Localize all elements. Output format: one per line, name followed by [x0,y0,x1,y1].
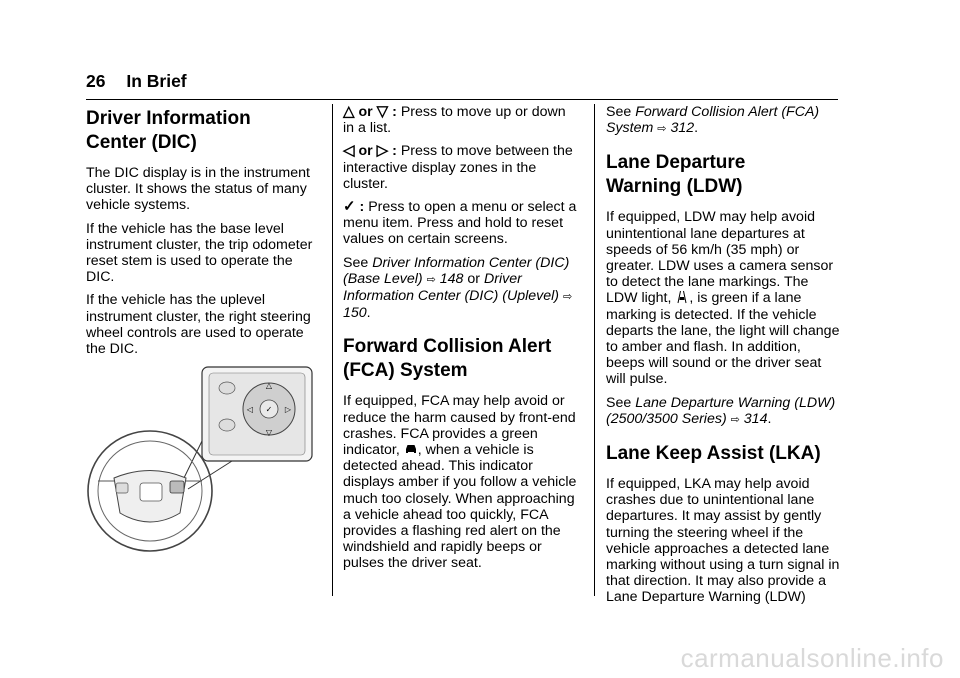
ldw-heading: Lane Departure Warning (LDW) [606,152,746,198]
fca-heading: Forward Collision Alert (FCA) System [343,336,552,382]
down-arrow-icon: ▽ [376,103,389,120]
left-arrow-icon: ◁ [343,142,355,160]
check-control-text: ✓ : Press to open a menu or select a menu item. Press and hold to reset values on certain screens. [343,198,577,248]
check-icon: ✓ [343,198,356,216]
header-rule [86,99,838,100]
leftright-controls-text: ◁ or ▷ : Press to move between the interactive display zones in the cluster. [343,142,573,192]
fca-link[interactable]: Forward Collision Alert (FCA) System [606,104,820,137]
right-arrow-icon: ▷ [376,142,389,160]
ref-arrow-icon: ⇨ [426,273,436,286]
page-number: 26 [86,71,106,91]
dic-uplevel-link[interactable]: Driver Information Center (DIC) (Uplevel) [343,270,560,305]
column-3 [606,104,840,613]
column-2 [343,104,577,579]
ldw-link[interactable]: Lane Departure Warning (LDW) (2500/3500 Series) [606,394,836,427]
dic-paragraph-1: The DIC display is in the instrument cluster. It shows the status of many vehicle systems. [86,165,310,214]
column-divider-1 [332,104,333,596]
dic-base-link[interactable]: Driver Information Center (DIC) (Base Level) [343,254,570,287]
ldw-paragraph: If equipped, LDW may help avoid unintentional lane departures at speeds of 56 km/h (35 mph) or greater. LDW uses a camera sensor to detect the lane markings. The LDW light, , is green if a lane marking is detected. If the vehicle departs the lane, the light will change to amber and flash. In addition, beeps will sound or the driver seat will pulse. [606,209,840,388]
column-1 [86,104,320,364]
section-title: In Brief [126,71,187,91]
lane-departure-icon [675,290,689,304]
svg-text:▽: ▽ [265,428,273,437]
page-header [86,71,187,92]
column-divider-2 [594,104,595,596]
svg-text:▷: ▷ [284,405,292,414]
ref-arrow-icon: ⇨ [562,291,573,304]
vehicle-ahead-icon [404,442,418,456]
lka-paragraph: If equipped, LKA may help avoid crashes due to unintentional lane departures. It may assist by gently turning the steering wheel if the vehicle approaches a detected lane marking without using a turn signal in that direction. It may also provide a Lane Departure Warning (LDW) [606,476,840,606]
steering-wheel-illustration [84,363,319,555]
up-arrow-icon: △ [343,103,355,120]
ldw-see-also: See Lane Departure Warning (LDW) (2500/3500 Series) ⇨ 314. [606,394,836,427]
ref-arrow-icon: ⇨ [657,123,667,136]
svg-text:◁: ◁ [246,405,254,414]
dic-paragraph-3: If the vehicle has the uplevel instrument cluster, the right steering wheel controls are used to operate the DIC. [86,292,311,358]
watermark: carmanualsonline.info [680,643,944,673]
dic-see-also: See Driver Information Center (DIC) (Base Level) ⇨ 148 or Driver Information Center (DIC) (Uplevel) ⇨ 150. [343,254,573,322]
fca-paragraph: If equipped, FCA may help avoid or reduce the harm caused by front-end crashes. FCA provides a green indicator, , when a vehicle is detected ahead. This indicator displays amber if you follow a vehicle much too closely. When approaching a vehicle ahead too quickly, FCA provides a flashing red alert on the windshield and rapidly beeps or pulses the driver seat. [343,393,577,572]
dic-paragraph-2: If the vehicle has the base level instrument cluster, the trip odometer reset stem is used to operate the DIC. [86,220,313,286]
dic-heading: Driver Information Center (DIC) [86,108,251,153]
ref-arrow-icon: ⇨ [730,413,740,426]
svg-text:✓: ✓ [265,405,273,414]
lka-heading: Lane Keep Assist (LKA) [606,443,821,465]
fca-see-also: See Forward Collision Alert (FCA) System ⇨ 312. [606,104,820,137]
updown-controls-text: △ or ▽ : Press to move up or down in a list. [343,103,566,137]
svg-text:△: △ [265,381,273,390]
